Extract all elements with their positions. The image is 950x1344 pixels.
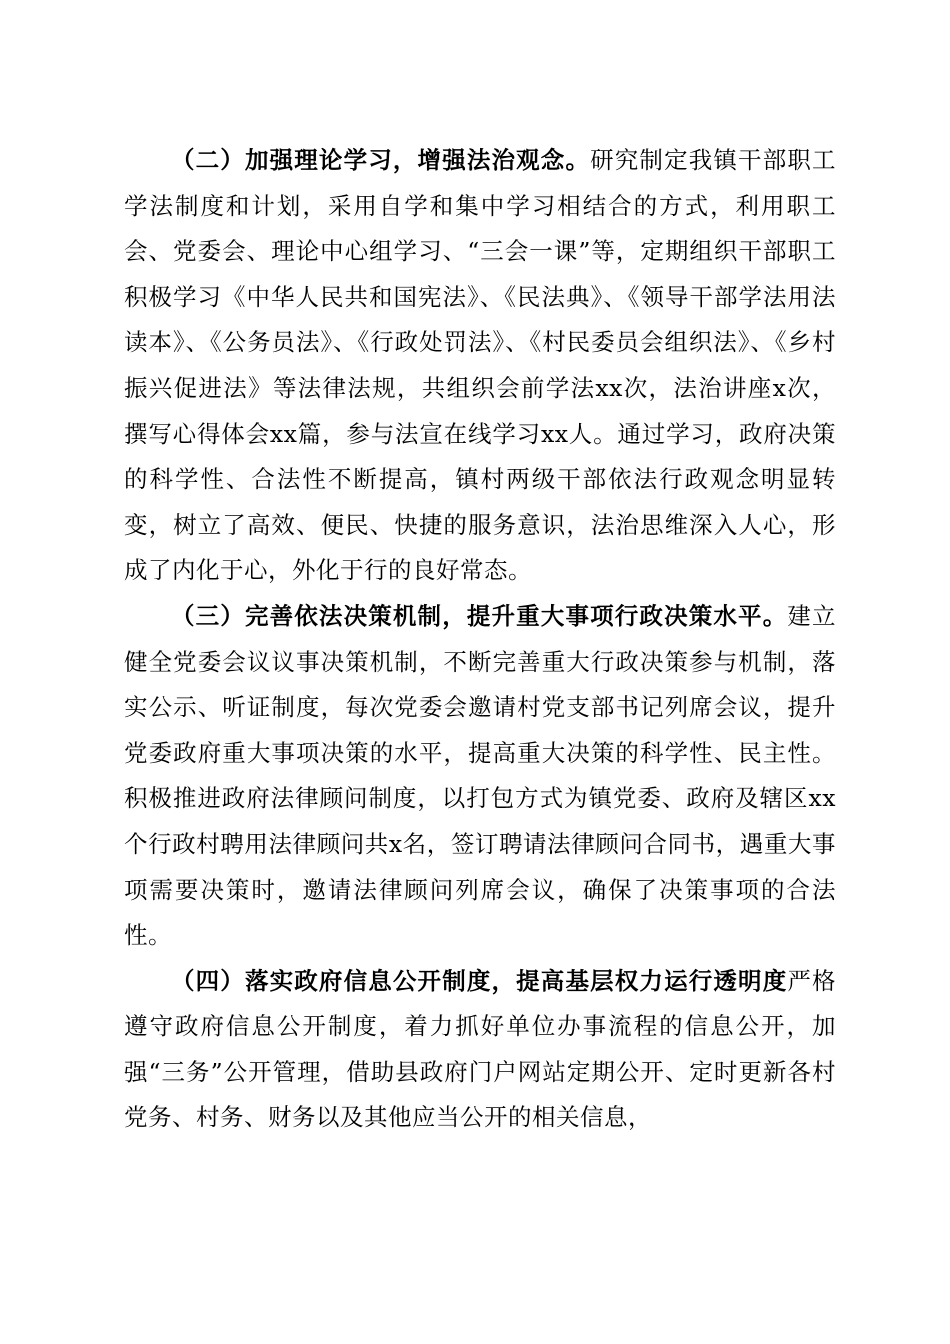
paragraph-theory-study <box>124 138 836 594</box>
paragraph-text: 严格遵守政府信息公开制度，着力抓好单位办事流程的信息公开，加强“三务”公开管理，借助县政府门户网站定期公开、定时更新各村党务、村务、财务以及其他应当公开的相关信息， <box>124 966 837 1132</box>
section-heading-4: （四）落实政府信息公开制度，提高基层权力运行透明度 <box>171 966 788 995</box>
section-heading-3: （三）完善依法决策机制，提升重大事项行政决策水平。 <box>171 601 788 630</box>
paragraph-text: 研究制定我镇干部职工学法制度和计划，采用自学和集中学习相结合的方式，利用职工会、党委会、理论中心组学习、“三会一课”等，定期组织干部职工积极学习《中华人民共和国宪法》、《民法典》、《领导干部学法用法读本》、《公务员法》、《行政处罚法》、《村民委员会组织法》、《乡村振兴促进法》等法律法规，共组织会前学法xx次，法治讲座x次，撰写心得体会xx篇，参与法宣在线学习xx人。通过学习，政府决策的科学性、合法性不断提高，镇村两级干部依法行政观念明显转变，树立了高效、便民、快捷的服务意识，法治思维深入人心，形成了内化于心，外化于行的良好常态。 <box>124 146 837 585</box>
paragraph-decision-mechanism <box>124 594 836 959</box>
document-body <box>124 138 836 1141</box>
paragraph-information-disclosure <box>124 959 836 1141</box>
section-heading-2: （二）加强理论学习，增强法治观念。 <box>171 146 591 174</box>
paragraph-text: 建立健全党委会议议事决策机制，不断完善重大行政决策参与机制，落实公示、听证制度，每次党委会邀请村党支部书记列席会议，提升党委政府重大事项决策的水平，提高重大决策的科学性、民主性。积极推进政府法律顾问制度，以打包方式为镇党委、政府及辖区xx个行政村聘用法律顾问共x名，签订聘请法律顾问合同书，遇重大事项需要决策时，邀请法律顾问列席会议，确保了决策事项的合法性。 <box>124 601 837 950</box>
